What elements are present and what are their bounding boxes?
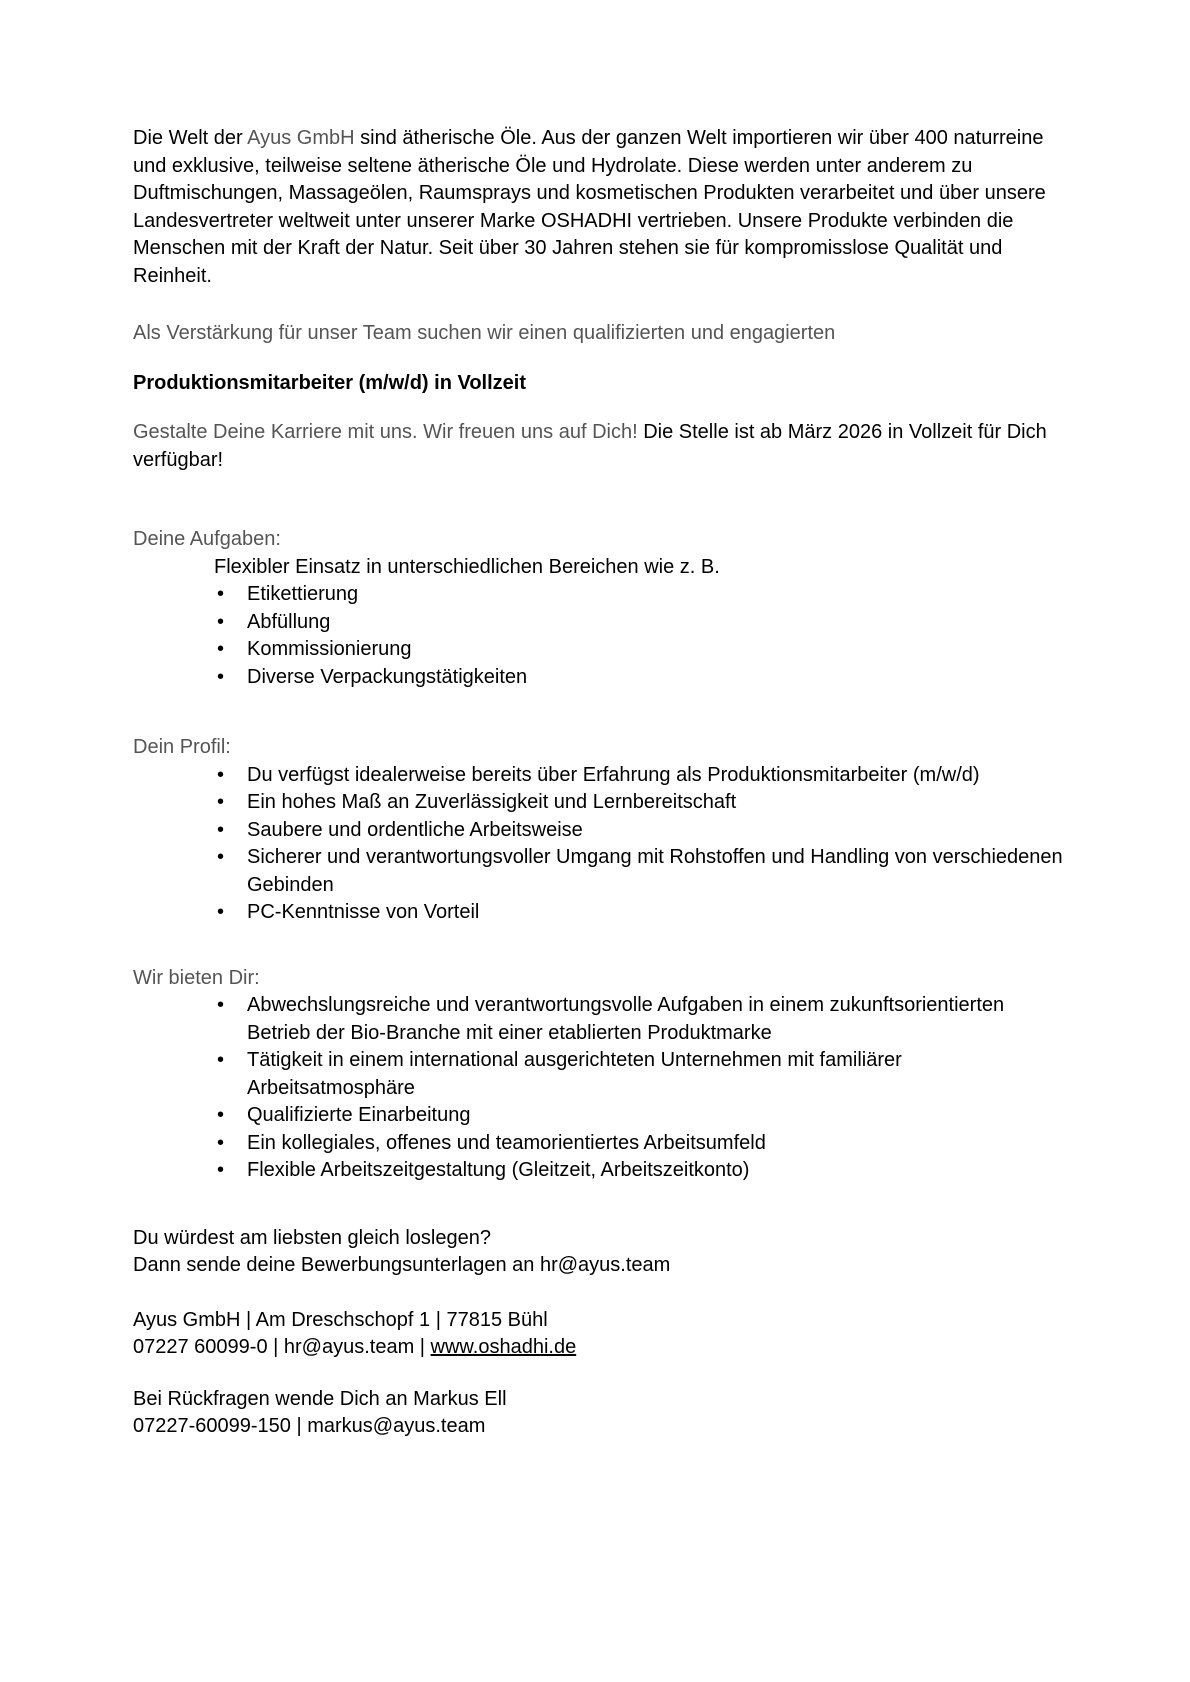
availability-line — [133, 419, 1072, 474]
closing-section — [133, 1225, 1072, 1280]
website-link[interactable]: www.oshadhi.de — [430, 1336, 577, 1358]
inquiries-section — [133, 1386, 1072, 1441]
contact-section — [133, 1307, 1072, 1362]
offer-item: • Ein kollegiales, offenes und teamorientiertes Arbeitsumfeld — [133, 1130, 1072, 1158]
closing-question: Du würdest am liebsten gleich loslegen? — [133, 1226, 491, 1249]
profile-item: • Du verfügst idealerweise bereits über Erfahrung als Produktionsmitarbeiter (m/w/d) — [133, 762, 1072, 790]
profile-item: • Sicherer und verantwortungsvoller Umgang mit Rohstoffen und Handling von verschiedenen Gebinden — [133, 844, 1072, 899]
intro-paragraph — [133, 125, 1072, 290]
tasks-intro: Flexibler Einsatz in unterschiedlichen Bereichen wie z. B. — [214, 555, 720, 578]
team-intro-line: Als Verstärkung für unser Team suchen wir einen qualifizierten und engagierten — [133, 322, 836, 344]
availability-text: Die Stelle ist ab März 2026 in Vollzeit für Dich verfügbar! — [133, 421, 1047, 471]
offer-item: • Tätigkeit in einem international ausgerichteten Unternehmen mit familiärer Arbeitsatmosphäre — [133, 1047, 1072, 1102]
task-item: • Etikettierung — [133, 581, 1072, 609]
inquiries-phone-line: 07227-60099-150 | markus@ayus.team — [133, 1415, 486, 1437]
offer-list — [133, 992, 1072, 1185]
profile-item: • PC-Kenntnisse von Vorteil — [133, 899, 1072, 927]
task-item: • Kommissionierung — [133, 636, 1072, 664]
offer-item: • Flexible Arbeitszeitgestaltung (Gleitzeit, Arbeitszeitkonto) — [133, 1157, 1072, 1185]
career-invite-text: Gestalte Deine Karriere mit uns. Wir freuen uns auf Dich! — [133, 421, 644, 443]
offer-item: • Abwechslungsreiche und verantwortungsvolle Aufgaben in einem zukunftsorientierten Betrieb der Bio-Branche mit einer etablierten Produktmarke — [133, 992, 1072, 1047]
profile-list — [133, 762, 1072, 927]
company-contact-line — [133, 1334, 1072, 1362]
profile-item: • Saubere und ordentliche Arbeitsweise — [133, 817, 1072, 845]
intro-text-after: sind ätherische Öle. Aus der ganzen Welt importieren wir über 400 naturreine und exklusive, teilweise seltene ätherische Öle und Hydrolate. Diese werden unter anderem zu Duftmischungen, Massageölen, Raumsprays und kosmetischen Produkten verarbeitet und über unsere Landesvertreter weltweit unter unserer Marke OSHADHI vertrieben. Unsere Produkte verbinden die Menschen mit der Kraft der Natur. Seit über 30 Jahren stehen sie für kompromisslose Qualität und Reinheit. — [133, 127, 1046, 287]
intro-text-before: Die Welt der — [133, 127, 248, 149]
task-item: • Diverse Verpackungstätigkeiten — [133, 664, 1072, 692]
task-item: • Abfüllung — [133, 609, 1072, 637]
offer-item: • Qualifizierte Einarbeitung — [133, 1102, 1072, 1130]
contact-phone-email: 07227 60099-0 | hr@ayus.team | — [133, 1336, 431, 1358]
closing-instruction: Dann sende deine Bewerbungsunterlagen an hr@ayus.team — [133, 1254, 671, 1276]
tasks-heading: Deine Aufgaben: — [133, 528, 281, 550]
offer-section — [133, 965, 1072, 1185]
tasks-list — [133, 581, 1072, 691]
job-title: Produktionsmitarbeiter (m/w/d) in Vollzeit — [133, 371, 526, 394]
tasks-section — [133, 526, 1072, 691]
profile-section — [133, 734, 1072, 927]
profile-heading: Dein Profil: — [133, 736, 231, 758]
profile-item: • Ein hohes Maß an Zuverlässigkeit und Lernbereitschaft — [133, 789, 1072, 817]
inquiries-contact-line: Bei Rückfragen wende Dich an Markus Ell — [133, 1387, 507, 1410]
company-name: Ayus GmbH — [247, 127, 355, 149]
offer-heading: Wir bieten Dir: — [133, 966, 260, 989]
company-address-line: Ayus GmbH | Am Dreschschopf 1 | 77815 Bühl — [133, 1308, 548, 1331]
